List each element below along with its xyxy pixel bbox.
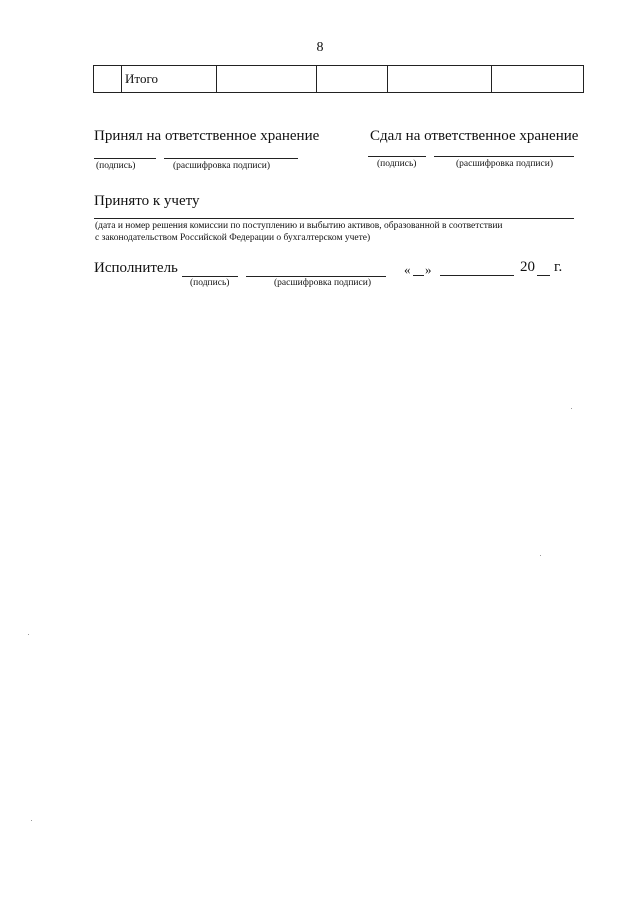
executor-decryption-line: [246, 276, 386, 277]
date-day-line: [413, 275, 424, 276]
executor-decryption-caption: (расшифровка подписи): [274, 278, 371, 288]
accounting-note-line2: с законодательством Российской Федерации о бухгалтерском учете): [95, 233, 371, 243]
handed-storage-title: Сдал на ответственное хранение: [370, 128, 579, 144]
accepted-signature-line: [94, 158, 156, 159]
accounting-note: [95, 220, 575, 244]
accounting-note-line1: (дата и номер решения комиссии по поступлению и выбытию активов, образованной в соответствии: [95, 221, 503, 231]
handed-decryption-caption: (расшифровка подписи): [456, 159, 553, 169]
date-month-line: [440, 275, 514, 276]
accepted-signature-caption: (подпись): [96, 161, 136, 171]
executor-signature-caption: (подпись): [190, 278, 230, 288]
table-cell: [491, 66, 583, 93]
table-cell-total-label: Итого: [122, 66, 217, 93]
executor-label: Исполнитель: [94, 260, 178, 276]
table-cell: [217, 66, 317, 93]
date-quote-close: »: [425, 262, 432, 277]
table-cell: [387, 66, 491, 93]
date-year-suffix: г.: [554, 259, 563, 275]
date-quote-open: «: [404, 262, 411, 277]
date-year-prefix: 20: [520, 259, 535, 275]
executor-signature-line: [182, 276, 238, 277]
accepted-storage-title: Принял на ответственное хранение: [94, 128, 320, 144]
date-year-line: [537, 275, 550, 276]
accepted-decryption-line: [164, 158, 298, 159]
table-cell: [317, 66, 387, 93]
table-row-total: [94, 66, 584, 93]
scan-speck: [540, 555, 541, 556]
accounting-decision-line: [94, 218, 574, 219]
page-number: 8: [316, 40, 324, 55]
scan-speck: [31, 820, 32, 821]
table-cell-number: [94, 66, 122, 93]
handed-signature-line: [368, 156, 426, 157]
accepted-decryption-caption: (расшифровка подписи): [173, 161, 270, 171]
scan-speck: [571, 408, 572, 409]
accounting-title: Принято к учету: [94, 193, 200, 209]
scan-speck: [28, 634, 29, 635]
handed-signature-caption: (подпись): [377, 159, 417, 169]
total-table: [93, 65, 584, 93]
handed-decryption-line: [434, 156, 574, 157]
